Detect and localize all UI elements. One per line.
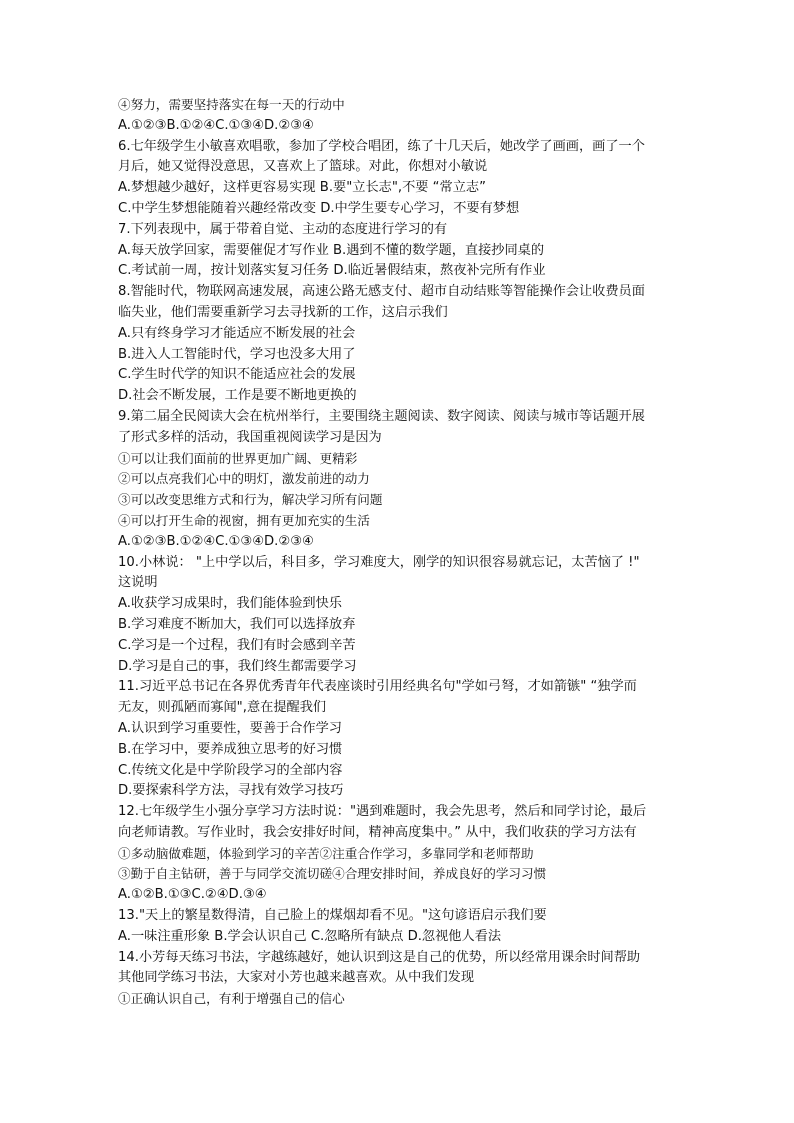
question-11-stem-cont: 无友，则孤陋而寡闻",意在提醒我们 (118, 700, 327, 716)
answer-options: A.梦想越少越好，这样更容易实现 B.要"立长志",不要 “常立志” (118, 180, 486, 196)
answer-option-c: C.学生时代学的知识不能适应社会的发展 (118, 367, 356, 383)
answer-options: C.中学生梦想能随着兴趣经常改变 D.中学生要专心学习，不要有梦想 (118, 200, 520, 216)
answer-option-d: D.学习是自己的事，我们终生都需要学习 (118, 658, 357, 674)
answer-options: A.一味注重形象 B.学会认识自己 C.忽略所有缺点 D.忽视他人看法 (118, 928, 502, 944)
answer-option-c: C.学习是一个过程，我们有时会感到辛苦 (118, 637, 356, 653)
question-6-stem-cont: 月后，她又觉得没意思，又喜欢上了篮球。对此，你想对小敏说 (118, 159, 488, 175)
answer-options: C.考试前一周，按计划落实复习任务 D.临近暑假结束，熬夜补完所有作业 (118, 263, 546, 279)
question-8-stem-cont: 临失业，他们需要重新学习去寻找新的工作，这启示我们 (118, 304, 448, 320)
question-14-stem-cont: 其他同学练习书法，大家对小芳也越来越喜欢。从中我们发现 (118, 970, 475, 986)
question-10-stem-cont: 这说明 (118, 575, 158, 591)
question-12-stem-cont: 向老师请教。写作业时，我会安排好时间，精神高度集中。” 从中，我们收获的学习方法有 (118, 824, 637, 840)
answer-option-a: A.只有终身学习才能适应不断发展的社会 (118, 325, 356, 341)
question-13-stem: 13."天上的繁星数得清，自己脸上的煤烟却看不见。"这句谚语启示我们要 (118, 908, 547, 924)
statement-4: ④可以打开生命的视窗，拥有更加充实的生活 (118, 512, 370, 528)
statement-1: ①正确认识自己，有利于增强自己的信心 (118, 991, 345, 1007)
question-8-stem: 8.智能时代，物联网高速发展，高速公路无感支付、超市自动结账等智能操作会让收费员面 (118, 284, 645, 300)
question-9-stem-cont: 了形式多样的活动，我国重视阅读学习是因为 (118, 429, 382, 445)
question-6-stem: 6.七年级学生小敏喜欢唱歌，参加了学校合唱团，练了十几天后，她改学了画画，画了一个 (118, 138, 645, 154)
question-12-stem: 12.七年级学生小强分享学习方法时说："遇到难题时，我会先思考，然后和同学讨论，最后 (118, 804, 647, 820)
statement-2: ②可以点亮我们心中的明灯，激发前进的动力 (118, 471, 370, 487)
question-7-stem: 7.下列表现中，属于带着自觉、主动的态度进行学习的有 (118, 221, 448, 237)
statement-3: ③可以改变思维方式和行为，解决学习所有问题 (118, 492, 383, 508)
question-10-stem: 10.小林说： "上中学以后，科目多，学习难度大，刚学的知识很容易就忘记，太苦恼了 !" (118, 554, 640, 570)
answer-option-d: D.社会不断发展，工作是要不断地更换的 (118, 388, 357, 404)
statement-1: ①可以让我们面前的世界更加广阔、更精彩 (118, 450, 358, 466)
question-14-stem: 14.小芳每天练习书法，字越练越好，她认识到这是自己的优势，所以经常用课余时间帮助 (118, 949, 641, 965)
statement-1-2: ①多动脑做难题，体验到学习的辛苦②注重合作学习，多靠同学和老师帮助 (118, 845, 534, 861)
answer-option-d: D.要探索科学方法，寻找有效学习技巧 (118, 783, 344, 799)
answer-option-a: A.认识到学习重要性，要善于合作学习 (118, 720, 342, 736)
answer-option-b: B.学习难度不断加大，我们可以选择放弃 (118, 616, 356, 632)
answer-option-c: C.传统文化是中学阶段学习的全部内容 (118, 762, 343, 778)
answer-option-a: A.收获学习成果时，我们能体验到快乐 (118, 596, 342, 612)
answer-options: A.①②③B.①②④C.①③④D.②③④ (118, 533, 314, 549)
statement-3-4: ③勤于自主钻研，善于与同学交流切磋④合理安排时间，养成良好的学习习惯 (118, 866, 547, 882)
answer-options: A.①②③B.①②④C.①③④D.②③④ (118, 117, 314, 133)
answer-option-b: B.进入人工智能时代，学习也没多大用了 (118, 346, 356, 362)
question-11-stem: 11.习近平总书记在各界优秀青年代表座谈时引用经典名句"学如弓弩，才如箭镞" “独学而 (118, 679, 637, 695)
answer-options: A.每天放学回家，需要催促才写作业 B.遇到不懂的数学题，直接抄同桌的 (118, 242, 545, 258)
answer-option-b: B.在学习中，要养成独立思考的好习惯 (118, 741, 343, 757)
answer-options: A.①②B.①③C.②④D.③④ (118, 887, 267, 903)
text-line: ④努力，需要坚持落实在每一天的行动中 (118, 97, 345, 112)
question-9-stem: 9.第二届全民阅读大会在杭州举行，主要围绕主题阅读、数字阅读、阅读与城市等话题开展 (118, 408, 645, 424)
